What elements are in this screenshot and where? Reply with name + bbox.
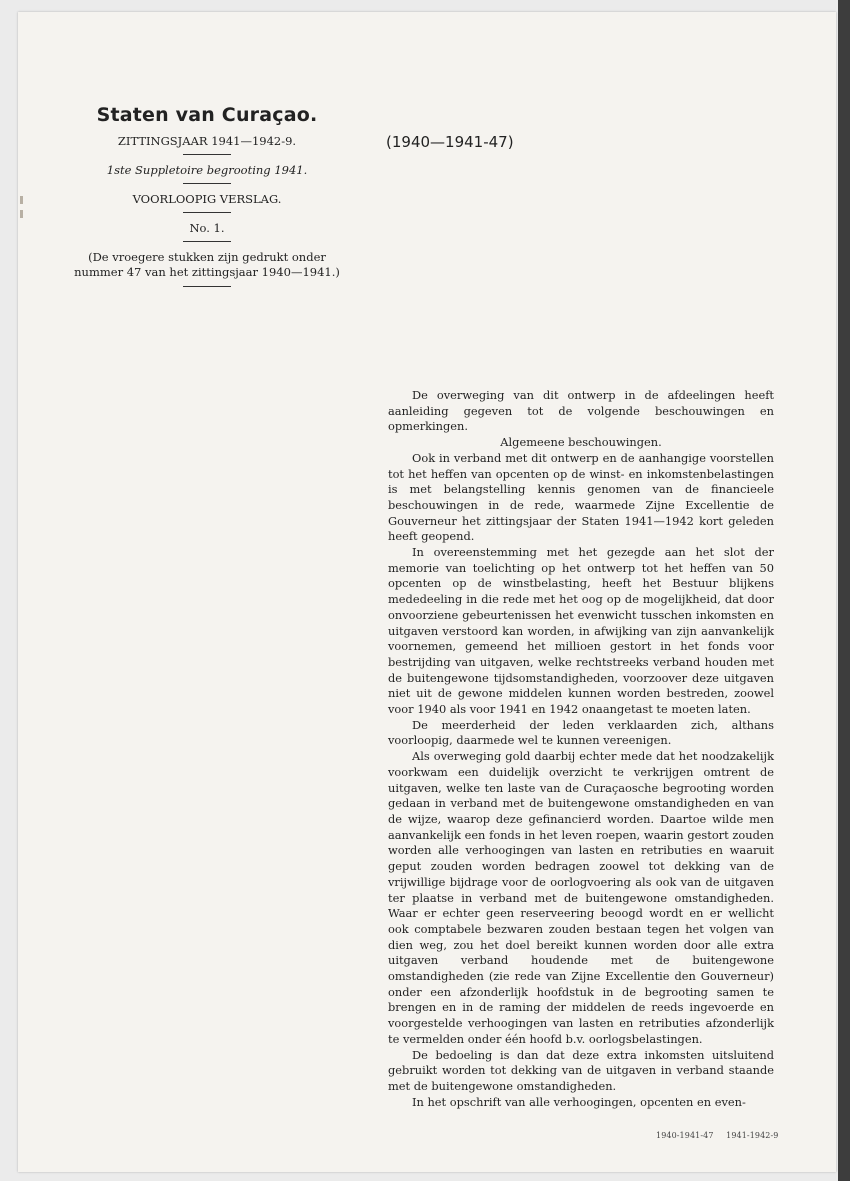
intro-paragraph: De overweging van dit ontwerp in de afdeelingen heeft aanleiding gegeven tot de volgende beschouwingen en opmerkingen.	[388, 388, 774, 434]
body-paragraph: In overeenstemming met het gezegde aan het slot der memorie van toelichting op het ontwerp tot het heffen van 50 opcenten op de winstbelasting, heeft het Bestuur blijkens mededeeling in die rede met het oog op de mogelijkheid, dat door onvoorziene gebeurtenissen het evenwicht tusschen inkomsten en uitgaven verstoord kan worden, in afwijking van zijn aanvankelijk voornemen, gemeend het millioen gestort in het fonds voor bestrijding van uitgaven, welke rechtstreeks verband houden met de buitengewone tijdsomstandigheden, voorzoover deze uitgaven niet uit de gewone middelen kunnen worden bestreden, zoowel voor 1940 als voor 1941 en 1942 onaangetast te moeten laten.	[388, 545, 774, 717]
scan-edge	[838, 0, 850, 1181]
body-paragraph: Ook in verband met dit ontwerp en de aanhangige voorstellen tot het heffen van opcenten op de winst- en inkomstenbelastingen is met belangstelling kennis genomen van de financieele beschouwingen in de rede, waarmede Zijne Excellentie de Gouverneur het zittingsjaar der Staten 1941—1942 kort geleden heeft geopend.	[388, 450, 774, 544]
document-header	[62, 104, 352, 295]
header-title: Staten van Curaçao.	[96, 104, 318, 126]
header-note-line2: nummer 47 van het zittingsjaar 1940—1941.)	[74, 265, 340, 279]
divider	[183, 241, 231, 242]
document-code: (1940—1941-47)	[386, 133, 514, 151]
footer-codes	[656, 1131, 789, 1140]
section-heading: Algemeene beschouwingen.	[500, 435, 662, 450]
divider	[183, 286, 231, 287]
body-paragraph: De meerderheid der leden verklaarden zich, althans voorloopig, daarmede wel te kunnen vereenigen.	[388, 717, 774, 748]
header-report: VOORLOOPIG VERSLAG.	[132, 192, 282, 206]
divider	[183, 183, 231, 184]
body-paragraph: Als overweging gold daarbij echter mede dat het noodzakelijk voorkwam een duidelijk overzicht te verkrijgen omtrent de uitgaven, welke ten laste van de Curaçaosche begrooting worden gedaan in verband met de buitengewone omstandigheden en van de wijze, waarop deze gefinancierd worden. Daartoe wilde men aanvankelijk een fonds in het leven roepen, waarin gestort zouden worden alle verhoogingen van lasten en retributies en waaruit geput zouden worden bedragen zoowel tot dekking van de vrijwillige bijdrage voor de oorlogvoering als ook van de uitgaven ter plaatse in verband met de buitengewone omstandigheden. Waar er echter geen reserveering beoogd wordt en er wellicht ook comptabele bezwaren zouden bestaan tegen het volgen van dien weg, zou het doel bereikt kunnen worden door alle extra uitgaven verband houdende met de buitengewone omstandigheden (zie rede van Zijne Excellentie den Gouverneur) onder een afzonderlijk hoofdstuk in de begrooting samen te brengen en in de raming der middelen de reeds ingevoerde en voorgestelde verhoogingen van lasten en retributies afzonderlijk te vermelden onder één hoofd b.v. oorlogsbelastingen.	[388, 749, 774, 1046]
body-paragraph: De bedoeling is dan dat deze extra inkomsten uitsluitend gebruikt worden tot dekking van de uitgaven in verband staande met de buitengewone omstandigheden.	[388, 1047, 774, 1093]
body-paragraph: In het opschrift van alle verhoogingen, opcenten en even-	[412, 1094, 746, 1109]
footer-code-2: 1941-1942-9	[726, 1131, 779, 1140]
punch-mark	[20, 196, 23, 204]
header-budget: 1ste Suppletoire begrooting 1941.	[106, 163, 308, 177]
divider	[183, 154, 231, 155]
header-note-line1: (De vroegere stukken zijn gedrukt onder	[88, 250, 326, 264]
header-session: ZITTINGSJAAR 1941—1942-9.	[117, 134, 297, 148]
footer-code-1: 1940-1941-47	[656, 1131, 714, 1140]
divider	[183, 212, 231, 213]
punch-mark	[20, 210, 23, 218]
header-number: No. 1.	[189, 221, 225, 235]
body-text	[388, 388, 774, 1110]
